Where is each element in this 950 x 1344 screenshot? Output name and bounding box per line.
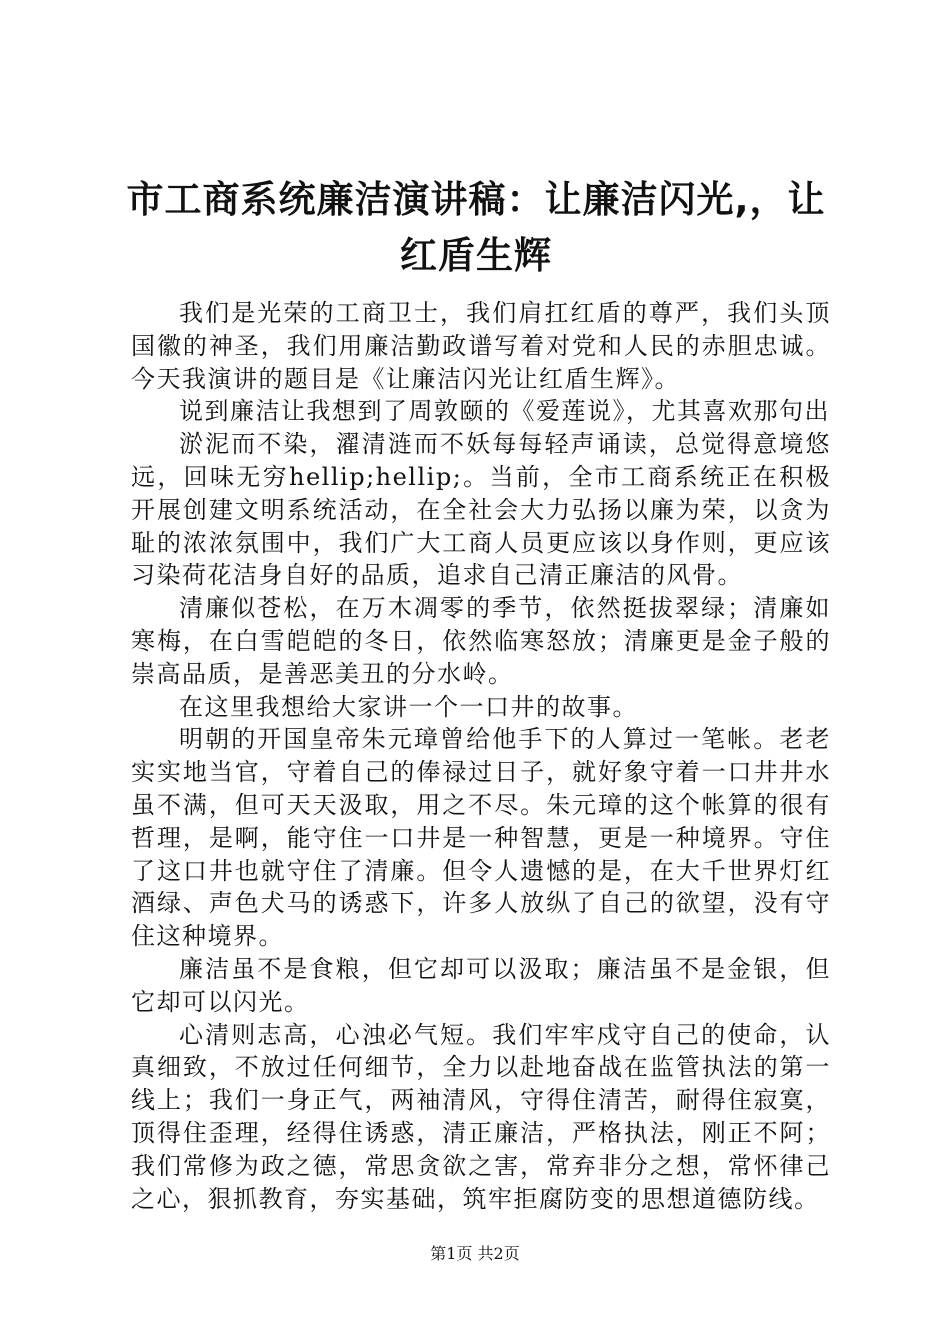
document-body bbox=[131, 297, 831, 1215]
paragraph: 廉洁虽不是食粮，但它却可以汲取；廉洁虽不是金银，但它却可以闪光。 bbox=[131, 954, 831, 1016]
paragraph: 淤泥而不染，濯清涟而不妖每每轻声诵读，总觉得意境悠远，回味无穷hellip;hellip;。当前，全市工商系统正在积极开展创建文明系统活动，在全社会大力弘扬以廉为荣，以贪为耻的浓浓氛围中，我们广大工商人员更应该以身作则，更应该习染荷花洁身自好的品质，追求自己清正廉洁的风骨。 bbox=[131, 430, 831, 590]
paragraph: 清廉似苍松，在万木凋零的季节，依然挺拔翠绿；清廉如寒梅，在白雪皑皑的冬日，依然临寒怒放；清廉更是金子般的崇高品质，是善恶美丑的分水岭。 bbox=[131, 594, 831, 688]
paragraph: 说到廉洁让我想到了周敦颐的《爱莲说》，尤其喜欢那句出 bbox=[179, 397, 830, 426]
paragraph: 在这里我想给大家讲一个一口井的故事。 bbox=[179, 692, 638, 721]
page-number-footer: 第1页 共2页 bbox=[430, 1244, 520, 1263]
document-title: 市工商系统廉洁演讲稿：让廉洁闪光,，让红盾生辉 bbox=[126, 178, 826, 277]
paragraph: 心清则志高，心浊必气短。我们牢牢戍守自己的使命，认真细致，不放过任何细节，全力以赴地奋战在监管执法的第一线上；我们一身正气，两袖清风，守得住清苦，耐得住寂寞，顶得住歪理，经得住诱惑，清正廉洁，严格执法，刚正不阿；我们常修为政之德，常思贪欲之害，常弃非分之想，常怀律己之心，狠抓教育，夯实基础，筑牢拒腐防变的思想道德防线。 bbox=[131, 1020, 831, 1213]
paragraph: 我们是光荣的工商卫士，我们肩扛红盾的尊严，我们头顶国徽的神圣，我们用廉洁勤政谱写着对党和人民的赤胆忠诚。今天我演讲的题目是《让廉洁闪光让红盾生辉》。 bbox=[131, 299, 831, 393]
paragraph: 明朝的开国皇帝朱元璋曾给他手下的人算过一笔帐。老老实实地当官，守着自己的俸禄过日子，就好象守着一口井井水虽不满，但可天天汲取，用之不尽。朱元璋的这个帐算的很有哲理，是啊，能守住一口井是一种智慧，更是一种境界。守住了这口井也就守住了清廉。但令人遗憾的是，在大千世界灯红酒绿、声色犬马的诱惑下，许多人放纵了自己的欲望，没有守住这种境界。 bbox=[131, 725, 831, 951]
